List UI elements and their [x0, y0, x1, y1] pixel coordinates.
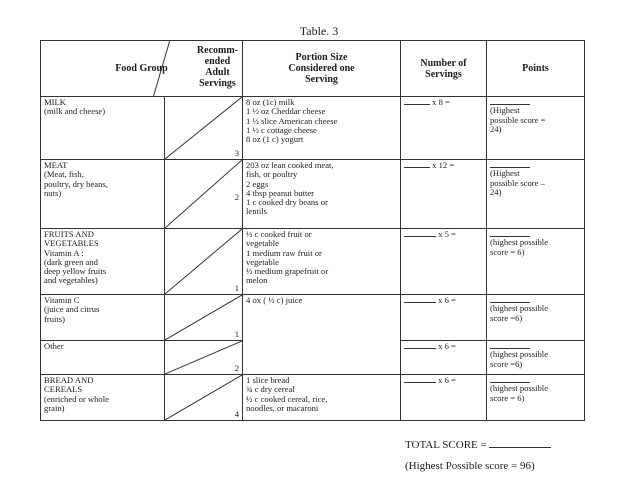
- diagonal-line: [165, 97, 242, 159]
- points-line: 24): [490, 124, 502, 135]
- portion-line: vegetable: [246, 238, 279, 249]
- servings-cell: [401, 160, 487, 229]
- servings-multiplier: x 5 =: [438, 229, 456, 239]
- header-number-of-servings: [401, 41, 487, 97]
- servings-multiplier: x 6 =: [438, 341, 456, 351]
- header-recommended-line: ended: [204, 56, 231, 67]
- total-score-label: TOTAL SCORE =: [405, 439, 487, 451]
- servings-multiplier: x 6 =: [438, 375, 456, 385]
- highest-possible-score: (Highest Possible score = 96): [405, 460, 535, 472]
- food-group-line: Other: [44, 341, 64, 351]
- portion-line: 1 medium raw fruit or: [246, 247, 322, 258]
- portion-line: ¾ c dry cereal: [246, 384, 295, 395]
- servings-blank: [404, 236, 436, 237]
- food-group-cell: [41, 160, 165, 229]
- diagonal-line: [165, 295, 242, 340]
- table-row-meat: [41, 160, 585, 229]
- food-group-line: FRUITS AND: [44, 229, 94, 239]
- recommended-servings: 2: [234, 362, 239, 373]
- food-group-line: grain): [44, 402, 65, 413]
- portion-line: 8 oz (1 c) yogurt: [246, 134, 304, 145]
- recommended-cell: [165, 375, 243, 421]
- total-score-blank: [489, 447, 551, 448]
- recommended-cell: [165, 160, 243, 229]
- food-group-line: BREAD AND: [44, 375, 94, 385]
- portion-line: 1 slice bread: [246, 375, 290, 385]
- food-group-line: poultry, dry beans,: [44, 178, 108, 189]
- points-cell: [487, 375, 585, 421]
- points-blank: [490, 161, 530, 168]
- food-group-scoring-table: [40, 40, 585, 421]
- points-cell: [487, 295, 585, 341]
- points-line: (Highest: [490, 105, 520, 115]
- portion-line: ½ medium grapefruit or: [246, 266, 329, 277]
- food-group-line: VEGETABLES: [44, 238, 99, 249]
- food-group-line: deep yellow fruits: [44, 266, 107, 277]
- food-group-line: (enriched or whole: [44, 393, 109, 404]
- points-line: (highest possible: [490, 383, 549, 393]
- header-recommended-line: Recomm-: [196, 45, 238, 56]
- portion-line: 1 ½ oz Cheddar cheese: [246, 106, 326, 117]
- recommended-cell: [165, 341, 243, 375]
- portion-line: ½ c cooked fruit or: [246, 229, 312, 239]
- table-row-bread-cereals: [41, 375, 585, 421]
- diagonal-line: [165, 375, 242, 420]
- points-blank: [490, 98, 530, 105]
- recommended-servings: 4: [234, 408, 239, 419]
- header-food-group-recommended: [41, 41, 243, 97]
- servings-multiplier: x 12 =: [432, 160, 455, 170]
- food-group-cell: [41, 229, 165, 295]
- points-cell: [487, 229, 585, 295]
- portion-line: 4 ox ( ½ c) juice: [246, 295, 303, 305]
- portion-cell: [243, 229, 401, 295]
- food-group-line: Vitamin C: [44, 295, 80, 305]
- servings-cell: [401, 97, 487, 160]
- portion-line: 203 oz lean cooked meat,: [246, 160, 334, 170]
- portion-cell: [243, 160, 401, 229]
- servings-multiplier: x 8 =: [432, 97, 450, 107]
- portion-line: 2 eggs: [246, 178, 269, 189]
- portion-line: 1 c cooked dry beans or: [246, 197, 328, 208]
- diagonal-line: [165, 341, 242, 374]
- food-group-line: MEAT: [44, 160, 68, 170]
- header-food-group: Food Group: [115, 63, 168, 74]
- header-servings-line: Number of: [420, 57, 467, 69]
- points-blank: [490, 376, 530, 383]
- diagonal-line: [165, 160, 242, 228]
- portion-line: 1 ½ c cottage cheese: [246, 124, 317, 135]
- food-group-line: CEREALS: [44, 384, 83, 395]
- points-line: (Highest: [490, 168, 520, 178]
- table-title: Table. 3: [299, 24, 339, 38]
- points-blank: [490, 230, 530, 237]
- food-group-cell: [41, 97, 165, 160]
- servings-cell: [401, 295, 487, 341]
- diagonal-line: [165, 229, 242, 294]
- header-recommended-line: Adult: [205, 67, 230, 78]
- food-group-line: MILK: [44, 97, 66, 107]
- points-line: score = 6): [490, 392, 525, 403]
- header-portion-line: Considered one: [288, 63, 355, 74]
- header-points: Points: [487, 41, 585, 97]
- points-blank: [490, 296, 530, 303]
- servings-blank: [404, 302, 436, 303]
- points-line: 24): [490, 187, 502, 198]
- header-portion-size: [243, 41, 401, 97]
- points-line: possible score =: [490, 114, 546, 125]
- food-group-line: fruits): [44, 313, 66, 324]
- recommended-cell: [165, 229, 243, 295]
- portion-cell: [243, 97, 401, 160]
- food-group-line: (milk and cheese): [44, 106, 106, 117]
- points-line: score =6): [490, 312, 523, 323]
- points-cell: [487, 341, 585, 375]
- recommended-servings: 1: [234, 328, 239, 339]
- recommended-cell: [165, 295, 243, 341]
- servings-cell: [401, 341, 487, 375]
- servings-multiplier: x 6 =: [438, 295, 456, 305]
- points-line: possible score –: [490, 177, 545, 188]
- servings-blank: [404, 104, 430, 105]
- header-servings-line: Servings: [425, 68, 462, 80]
- servings-cell: [401, 375, 487, 421]
- recommended-servings: 1: [234, 282, 239, 293]
- points-blank: [490, 342, 530, 349]
- portion-cell: [243, 295, 401, 375]
- food-group-line: nuts): [44, 187, 62, 198]
- recommended-servings: 2: [234, 191, 239, 202]
- points-line: (highest possible: [490, 303, 549, 313]
- recommended-cell: [165, 97, 243, 160]
- header-portion-line: Portion Size: [295, 52, 348, 63]
- portion-line: noodles, or macaroni: [246, 402, 319, 413]
- points-cell: [487, 97, 585, 160]
- food-group-line: and vegetables): [44, 275, 98, 286]
- table-row-milk: [41, 97, 585, 160]
- header-recommended-line: Servings: [199, 78, 236, 89]
- points-line: (highest possible: [490, 349, 549, 359]
- food-group-cell: [41, 375, 165, 421]
- portion-line: lentils: [246, 206, 268, 217]
- points-cell: [487, 160, 585, 229]
- servings-blank: [404, 348, 436, 349]
- portion-line: ½ c cooked cereal, rice,: [246, 393, 328, 404]
- servings-blank: [404, 382, 436, 383]
- food-group-cell: [41, 341, 165, 375]
- portion-line: 4 tbsp peanut butter: [246, 187, 315, 198]
- portion-line: 8 oz (1c) milk: [246, 97, 295, 107]
- points-line: score =6): [490, 358, 523, 369]
- points-line: score = 6): [490, 246, 525, 257]
- portion-line: vegetable: [246, 256, 279, 267]
- portion-line: fish, or poultry: [246, 169, 298, 180]
- food-group-line: (dark green and: [44, 256, 98, 267]
- recommended-servings: 3: [234, 147, 239, 158]
- points-line: (highest possible: [490, 237, 549, 247]
- table-row-vitamin-c: [41, 295, 585, 341]
- servings-blank: [404, 167, 430, 168]
- portion-cell: [243, 375, 401, 421]
- header-row: [41, 41, 585, 97]
- table-row-vitamin-a: [41, 229, 585, 295]
- header-portion-line: Serving: [305, 74, 338, 85]
- food-group-line: (juice and citrus: [44, 304, 100, 315]
- food-group-line: Vitamin A :: [44, 247, 84, 258]
- food-group-line: (Meat, fish,: [44, 169, 84, 180]
- portion-line: melon: [246, 275, 268, 286]
- servings-cell: [401, 229, 487, 295]
- food-group-cell: [41, 295, 165, 341]
- total-score: [405, 439, 551, 451]
- header-recommended: [197, 45, 238, 89]
- portion-line: 1 ½ slice American cheese: [246, 115, 338, 126]
